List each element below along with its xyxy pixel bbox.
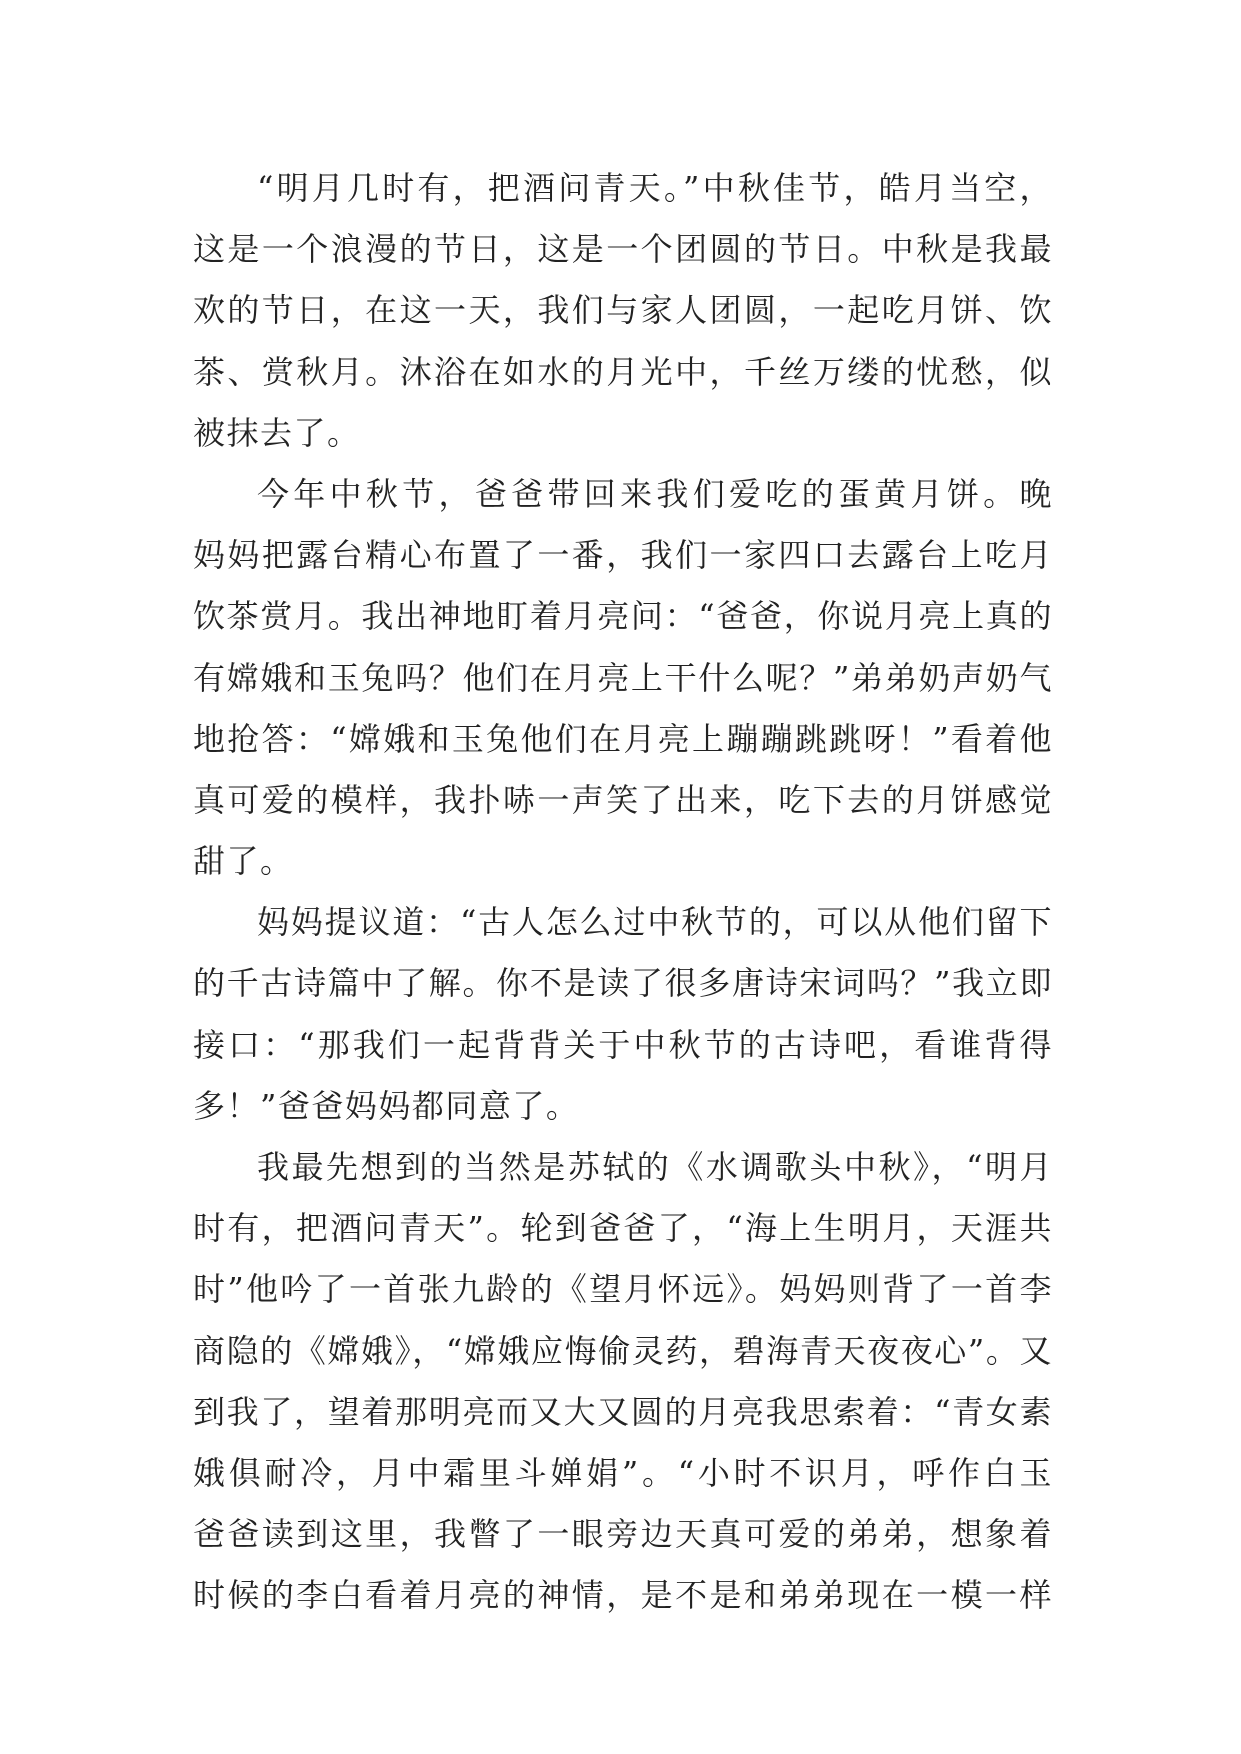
paragraph-4-line-6: 娥俱耐冷，月中霜里斗婵娟”。“小时不识月，呼作白玉 (193, 1453, 1053, 1492)
paragraph-1-line-1: “明月几时有，把酒问青天。”中秋佳节，皓月当空， (257, 169, 1053, 207)
paragraph-4-line-2: 时有，把酒问青天”。轮到爸爸了，“海上生明月，天涯共 (193, 1209, 1053, 1248)
paragraph-2-line-4: 有嫦娥和玉兔吗？他们在月亮上干什么呢？”弟弟奶声奶气 (193, 658, 1053, 697)
paragraph-4-line-5: 到我了，望着那明亮而又大又圆的月亮我思索着：“青女素 (193, 1392, 1053, 1431)
paragraph-3-line-4: 多！”爸爸妈妈都同意了。 (193, 1086, 580, 1125)
paragraph-2-line-1: 今年中秋节，爸爸带回来我们爱吃的蛋黄月饼。晚 (257, 474, 1053, 513)
paragraph-4-line-3: 时”他吟了一首张九龄的《望月怀远》。妈妈则背了一首李 (193, 1270, 1053, 1309)
paragraph-1-line-3: 欢的节日，在这一天，我们与家人团圆，一起吃月饼、饮 (193, 291, 1053, 330)
paragraph-1-line-5: 被抹去了。 (193, 413, 361, 452)
paragraph-2-line-6: 真可爱的模样，我扑哧一声笑了出来，吃下去的月饼感觉 (193, 780, 1053, 819)
paragraph-4-line-4: 商隐的《嫦娥》，“嫦娥应悔偷灵药，碧海青天夜夜心”。又 (193, 1331, 1053, 1370)
paragraph-4-line-8: 时候的李白看着月亮的神情，是不是和弟弟现在一模一样 (193, 1576, 1053, 1615)
paragraph-1-line-2: 这是一个浪漫的节日，这是一个团圆的节日。中秋是我最 (193, 230, 1053, 269)
paragraph-3-line-1: 妈妈提议道：“古人怎么过中秋节的，可以从他们留下 (257, 903, 1053, 942)
paragraph-2-line-3: 饮茶赏月。我出神地盯着月亮问：“爸爸，你说月亮上真的 (193, 597, 1053, 636)
paragraph-2-line-5: 地抢答：“嫦娥和玉兔他们在月亮上蹦蹦跳跳呀！”看着他 (193, 719, 1053, 758)
paragraph-2-line-7: 甜了。 (193, 842, 294, 881)
paragraph-3-line-3: 接口：“那我们一起背背关于中秋节的古诗吧，看谁背得 (193, 1025, 1053, 1064)
paragraph-4-line-7: 爸爸读到这里，我瞥了一眼旁边天真可爱的弟弟，想象着 (193, 1515, 1053, 1554)
paragraph-4-line-1: 我最先想到的当然是苏轼的《水调歌头中秋》，“明月 (257, 1148, 1053, 1186)
paragraph-2-line-2: 妈妈把露台精心布置了一番，我们一家四口去露台上吃月 (193, 536, 1053, 575)
paragraph-3-line-2: 的千古诗篇中了解。你不是读了很多唐诗宋词吗？”我立即 (193, 964, 1053, 1003)
paragraph-1-line-4: 茶、赏秋月。沐浴在如水的月光中，千丝万缕的忧愁，似 (193, 352, 1053, 391)
essay-body (193, 158, 1053, 1627)
